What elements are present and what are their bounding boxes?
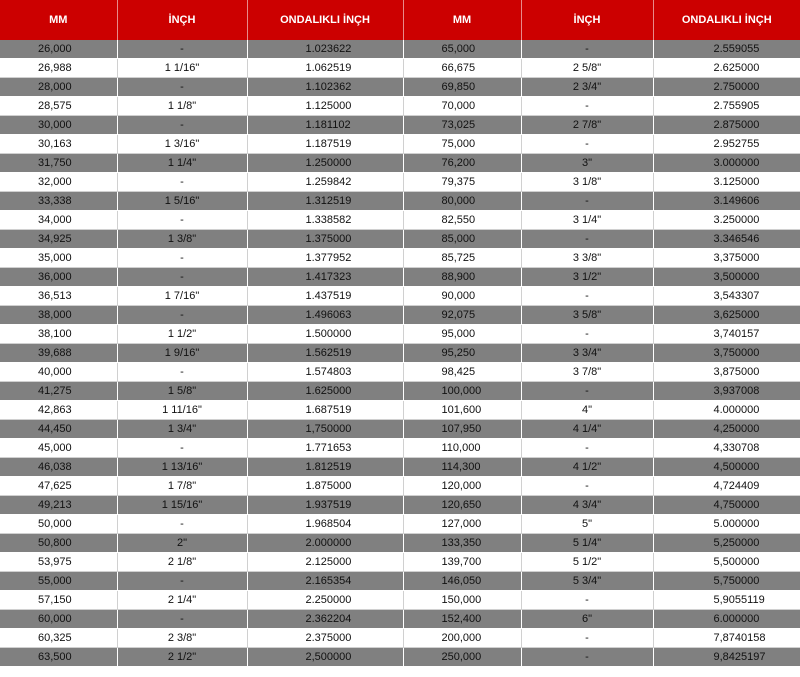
decimal-inch-cell: 1.625000 — [247, 382, 403, 401]
mm-cell: 152,400 — [403, 610, 521, 629]
decimal-inch-cell: 1.496063 — [247, 306, 403, 325]
decimal-inch-cell: 3.250000 — [653, 211, 800, 230]
decimal-inch-cell: 4.000000 — [653, 401, 800, 420]
inch-cell: 5 1/2" — [521, 553, 653, 572]
table-row — [0, 230, 800, 249]
decimal-inch-cell: 1.125000 — [247, 97, 403, 116]
table-row — [0, 382, 800, 401]
mm-cell: 57,150 — [0, 591, 117, 610]
mm-cell: 85,000 — [403, 230, 521, 249]
mm-cell: 200,000 — [403, 629, 521, 648]
inch-cell: - — [117, 610, 247, 629]
table-row — [0, 496, 800, 515]
table-row — [0, 439, 800, 458]
mm-cell: 98,425 — [403, 363, 521, 382]
inch-cell: 2 7/8" — [521, 116, 653, 135]
table-row — [0, 78, 800, 97]
inch-cell: 1 3/4" — [117, 420, 247, 439]
decimal-inch-cell: 2.250000 — [247, 591, 403, 610]
table-row — [0, 154, 800, 173]
inch-cell: 6" — [521, 610, 653, 629]
inch-cell: - — [521, 287, 653, 306]
table-row — [0, 325, 800, 344]
inch-cell: 4 1/2" — [521, 458, 653, 477]
mm-cell: 70,000 — [403, 97, 521, 116]
decimal-inch-cell: 3,375000 — [653, 249, 800, 268]
inch-cell: 1 1/16" — [117, 59, 247, 78]
mm-cell: 30,163 — [0, 135, 117, 154]
decimal-inch-cell: 2.125000 — [247, 553, 403, 572]
mm-cell: 250,000 — [403, 648, 521, 667]
mm-cell: 45,000 — [0, 439, 117, 458]
decimal-inch-cell: 3,750000 — [653, 344, 800, 363]
decimal-inch-cell: 9,8425197 — [653, 648, 800, 667]
inch-cell: 3 1/4" — [521, 211, 653, 230]
table-row — [0, 135, 800, 154]
inch-cell: 4" — [521, 401, 653, 420]
decimal-inch-cell: 1.417323 — [247, 268, 403, 287]
mm-cell: 139,700 — [403, 553, 521, 572]
inch-cell: 1 11/16" — [117, 401, 247, 420]
mm-cell: 28,000 — [0, 78, 117, 97]
header-inch-2: İNÇH — [521, 0, 653, 40]
inch-cell: 2 5/8" — [521, 59, 653, 78]
inch-cell: 4 1/4" — [521, 420, 653, 439]
decimal-inch-cell: 1.937519 — [247, 496, 403, 515]
inch-cell: - — [521, 40, 653, 59]
mm-cell: 26,000 — [0, 40, 117, 59]
inch-cell: 3 7/8" — [521, 363, 653, 382]
table-row — [0, 420, 800, 439]
inch-cell: - — [117, 572, 247, 591]
table-row — [0, 344, 800, 363]
mm-cell: 120,650 — [403, 496, 521, 515]
decimal-inch-cell: 4,330708 — [653, 439, 800, 458]
mm-cell: 85,725 — [403, 249, 521, 268]
inch-cell: 1 3/16" — [117, 135, 247, 154]
decimal-inch-cell: 2.362204 — [247, 610, 403, 629]
inch-cell: 3 1/2" — [521, 268, 653, 287]
decimal-inch-cell: 1.259842 — [247, 173, 403, 192]
decimal-inch-cell: 3.125000 — [653, 173, 800, 192]
inch-cell: 1 1/4" — [117, 154, 247, 173]
inch-cell: - — [117, 439, 247, 458]
inch-cell: 2 3/4" — [521, 78, 653, 97]
mm-cell: 38,100 — [0, 325, 117, 344]
inch-cell: - — [521, 591, 653, 610]
mm-cell: 50,000 — [0, 515, 117, 534]
mm-cell: 73,025 — [403, 116, 521, 135]
decimal-inch-cell: 1.181102 — [247, 116, 403, 135]
header-mm-1: MM — [0, 0, 117, 40]
inch-cell: 1 5/8" — [117, 382, 247, 401]
table-row — [0, 40, 800, 59]
mm-cell: 38,000 — [0, 306, 117, 325]
decimal-inch-cell: 1.375000 — [247, 230, 403, 249]
table-row — [0, 287, 800, 306]
decimal-inch-cell: 1.312519 — [247, 192, 403, 211]
mm-cell: 42,863 — [0, 401, 117, 420]
inch-cell: - — [117, 515, 247, 534]
inch-cell: - — [117, 173, 247, 192]
inch-cell: - — [521, 230, 653, 249]
decimal-inch-cell: 1.062519 — [247, 59, 403, 78]
inch-cell: 1 13/16" — [117, 458, 247, 477]
table-row — [0, 534, 800, 553]
inch-cell: - — [117, 306, 247, 325]
mm-cell: 69,850 — [403, 78, 521, 97]
mm-cell: 55,000 — [0, 572, 117, 591]
header-inch-1: İNÇH — [117, 0, 247, 40]
mm-cell: 95,250 — [403, 344, 521, 363]
decimal-inch-cell: 7,8740158 — [653, 629, 800, 648]
decimal-inch-cell: 3,937008 — [653, 382, 800, 401]
decimal-inch-cell: 6.000000 — [653, 610, 800, 629]
mm-cell: 41,275 — [0, 382, 117, 401]
inch-cell: 3 3/4" — [521, 344, 653, 363]
table-row — [0, 610, 800, 629]
mm-cell: 34,000 — [0, 211, 117, 230]
mm-cell: 76,200 — [403, 154, 521, 173]
table-row — [0, 192, 800, 211]
inch-cell: 1 1/8" — [117, 97, 247, 116]
inch-cell: - — [117, 249, 247, 268]
decimal-inch-cell: 1.338582 — [247, 211, 403, 230]
mm-cell: 50,800 — [0, 534, 117, 553]
decimal-inch-cell: 3.346546 — [653, 230, 800, 249]
inch-cell: - — [117, 363, 247, 382]
inch-cell: - — [521, 325, 653, 344]
decimal-inch-cell: 5,500000 — [653, 553, 800, 572]
mm-cell: 31,750 — [0, 154, 117, 173]
mm-cell: 120,000 — [403, 477, 521, 496]
mm-cell: 44,450 — [0, 420, 117, 439]
table-row — [0, 363, 800, 382]
mm-cell: 110,000 — [403, 439, 521, 458]
inch-cell: 3 3/8" — [521, 249, 653, 268]
table-row — [0, 211, 800, 230]
mm-cell: 36,000 — [0, 268, 117, 287]
decimal-inch-cell: 2.875000 — [653, 116, 800, 135]
inch-cell: 2 3/8" — [117, 629, 247, 648]
mm-cell: 60,000 — [0, 610, 117, 629]
mm-cell: 32,000 — [0, 173, 117, 192]
table-row — [0, 116, 800, 135]
table-body — [0, 40, 800, 667]
table-row — [0, 591, 800, 610]
mm-cell: 101,600 — [403, 401, 521, 420]
inch-cell: - — [521, 439, 653, 458]
mm-cell: 30,000 — [0, 116, 117, 135]
table-row — [0, 306, 800, 325]
inch-cell: 2 1/2" — [117, 648, 247, 667]
inch-cell: - — [521, 477, 653, 496]
table-row — [0, 59, 800, 78]
decimal-inch-cell: 3.149606 — [653, 192, 800, 211]
inch-cell: 5" — [521, 515, 653, 534]
header-row — [0, 0, 800, 40]
mm-cell: 107,950 — [403, 420, 521, 439]
mm-cell: 40,000 — [0, 363, 117, 382]
decimal-inch-cell: 2.755905 — [653, 97, 800, 116]
inch-cell: - — [117, 268, 247, 287]
decimal-inch-cell: 4,250000 — [653, 420, 800, 439]
mm-cell: 75,000 — [403, 135, 521, 154]
decimal-inch-cell: 1.687519 — [247, 401, 403, 420]
decimal-inch-cell: 4,750000 — [653, 496, 800, 515]
decimal-inch-cell: 3,740157 — [653, 325, 800, 344]
mm-cell: 39,688 — [0, 344, 117, 363]
mm-cell: 28,575 — [0, 97, 117, 116]
inch-cell: - — [521, 192, 653, 211]
decimal-inch-cell: 2.000000 — [247, 534, 403, 553]
header-decimal-inch-2: ONDALIKLI İNÇH — [653, 0, 800, 40]
inch-cell: 4 3/4" — [521, 496, 653, 515]
decimal-inch-cell: 5,250000 — [653, 534, 800, 553]
decimal-inch-cell: 2.165354 — [247, 572, 403, 591]
table-row — [0, 648, 800, 667]
table-row — [0, 97, 800, 116]
decimal-inch-cell: 1.968504 — [247, 515, 403, 534]
inch-cell: 2 1/4" — [117, 591, 247, 610]
mm-cell: 60,325 — [0, 629, 117, 648]
inch-cell: - — [117, 78, 247, 97]
inch-cell: 3 5/8" — [521, 306, 653, 325]
mm-cell: 65,000 — [403, 40, 521, 59]
mm-cell: 95,000 — [403, 325, 521, 344]
inch-cell: 1 1/2" — [117, 325, 247, 344]
mm-cell: 92,075 — [403, 306, 521, 325]
inch-cell: - — [117, 40, 247, 59]
table-row — [0, 553, 800, 572]
decimal-inch-cell: 1.562519 — [247, 344, 403, 363]
decimal-inch-cell: 2.559055 — [653, 40, 800, 59]
decimal-inch-cell: 3.000000 — [653, 154, 800, 173]
decimal-inch-cell: 1.377952 — [247, 249, 403, 268]
decimal-inch-cell: 1.437519 — [247, 287, 403, 306]
decimal-inch-cell: 1.771653 — [247, 439, 403, 458]
decimal-inch-cell: 2,500000 — [247, 648, 403, 667]
mm-cell: 33,338 — [0, 192, 117, 211]
table-row — [0, 458, 800, 477]
decimal-inch-cell: 3,625000 — [653, 306, 800, 325]
inch-cell: - — [521, 629, 653, 648]
decimal-inch-cell: 1.812519 — [247, 458, 403, 477]
mm-cell: 82,550 — [403, 211, 521, 230]
decimal-inch-cell: 3,875000 — [653, 363, 800, 382]
header-decimal-inch-1: ONDALIKLI İNÇH — [247, 0, 403, 40]
inch-cell: - — [521, 382, 653, 401]
decimal-inch-cell: 4,724409 — [653, 477, 800, 496]
inch-cell: - — [117, 211, 247, 230]
mm-cell: 49,213 — [0, 496, 117, 515]
inch-cell: - — [521, 648, 653, 667]
inch-cell: 1 15/16" — [117, 496, 247, 515]
table-row — [0, 515, 800, 534]
decimal-inch-cell: 1.023622 — [247, 40, 403, 59]
inch-cell: 1 5/16" — [117, 192, 247, 211]
inch-cell: 3 1/8" — [521, 173, 653, 192]
inch-cell: 2 1/8" — [117, 553, 247, 572]
mm-cell: 46,038 — [0, 458, 117, 477]
header-mm-2: MM — [403, 0, 521, 40]
mm-cell: 34,925 — [0, 230, 117, 249]
mm-cell: 90,000 — [403, 287, 521, 306]
decimal-inch-cell: 1.250000 — [247, 154, 403, 173]
table-row — [0, 173, 800, 192]
table-row — [0, 572, 800, 591]
inch-cell: - — [117, 116, 247, 135]
decimal-inch-cell: 5.000000 — [653, 515, 800, 534]
mm-cell: 127,000 — [403, 515, 521, 534]
inch-cell: 5 1/4" — [521, 534, 653, 553]
decimal-inch-cell: 1.500000 — [247, 325, 403, 344]
mm-cell: 79,375 — [403, 173, 521, 192]
mm-cell: 80,000 — [403, 192, 521, 211]
mm-cell: 100,000 — [403, 382, 521, 401]
decimal-inch-cell: 3,543307 — [653, 287, 800, 306]
decimal-inch-cell: 5,750000 — [653, 572, 800, 591]
mm-cell: 114,300 — [403, 458, 521, 477]
mm-cell: 150,000 — [403, 591, 521, 610]
mm-cell: 63,500 — [0, 648, 117, 667]
decimal-inch-cell: 3,500000 — [653, 268, 800, 287]
mm-cell: 88,900 — [403, 268, 521, 287]
inch-cell: 2" — [117, 534, 247, 553]
decimal-inch-cell: 1.187519 — [247, 135, 403, 154]
inch-cell: 3" — [521, 154, 653, 173]
inch-cell: 1 3/8" — [117, 230, 247, 249]
decimal-inch-cell: 2.952755 — [653, 135, 800, 154]
mm-cell: 133,350 — [403, 534, 521, 553]
decimal-inch-cell: 2.750000 — [653, 78, 800, 97]
decimal-inch-cell: 1.102362 — [247, 78, 403, 97]
table-row — [0, 249, 800, 268]
mm-cell: 47,625 — [0, 477, 117, 496]
mm-cell: 146,050 — [403, 572, 521, 591]
decimal-inch-cell: 1,750000 — [247, 420, 403, 439]
inch-cell: 5 3/4" — [521, 572, 653, 591]
inch-cell: 1 9/16" — [117, 344, 247, 363]
inch-cell: - — [521, 97, 653, 116]
decimal-inch-cell: 4,500000 — [653, 458, 800, 477]
mm-cell: 35,000 — [0, 249, 117, 268]
table-row — [0, 629, 800, 648]
mm-cell: 36,513 — [0, 287, 117, 306]
mm-cell: 53,975 — [0, 553, 117, 572]
decimal-inch-cell: 1.574803 — [247, 363, 403, 382]
inch-cell: - — [521, 135, 653, 154]
mm-cell: 66,675 — [403, 59, 521, 78]
decimal-inch-cell: 1.875000 — [247, 477, 403, 496]
table-row — [0, 268, 800, 287]
inch-cell: 1 7/16" — [117, 287, 247, 306]
decimal-inch-cell: 2.625000 — [653, 59, 800, 78]
mm-cell: 26,988 — [0, 59, 117, 78]
decimal-inch-cell: 5,9055119 — [653, 591, 800, 610]
decimal-inch-cell: 2.375000 — [247, 629, 403, 648]
inch-cell: 1 7/8" — [117, 477, 247, 496]
table-row — [0, 477, 800, 496]
table-row — [0, 401, 800, 420]
